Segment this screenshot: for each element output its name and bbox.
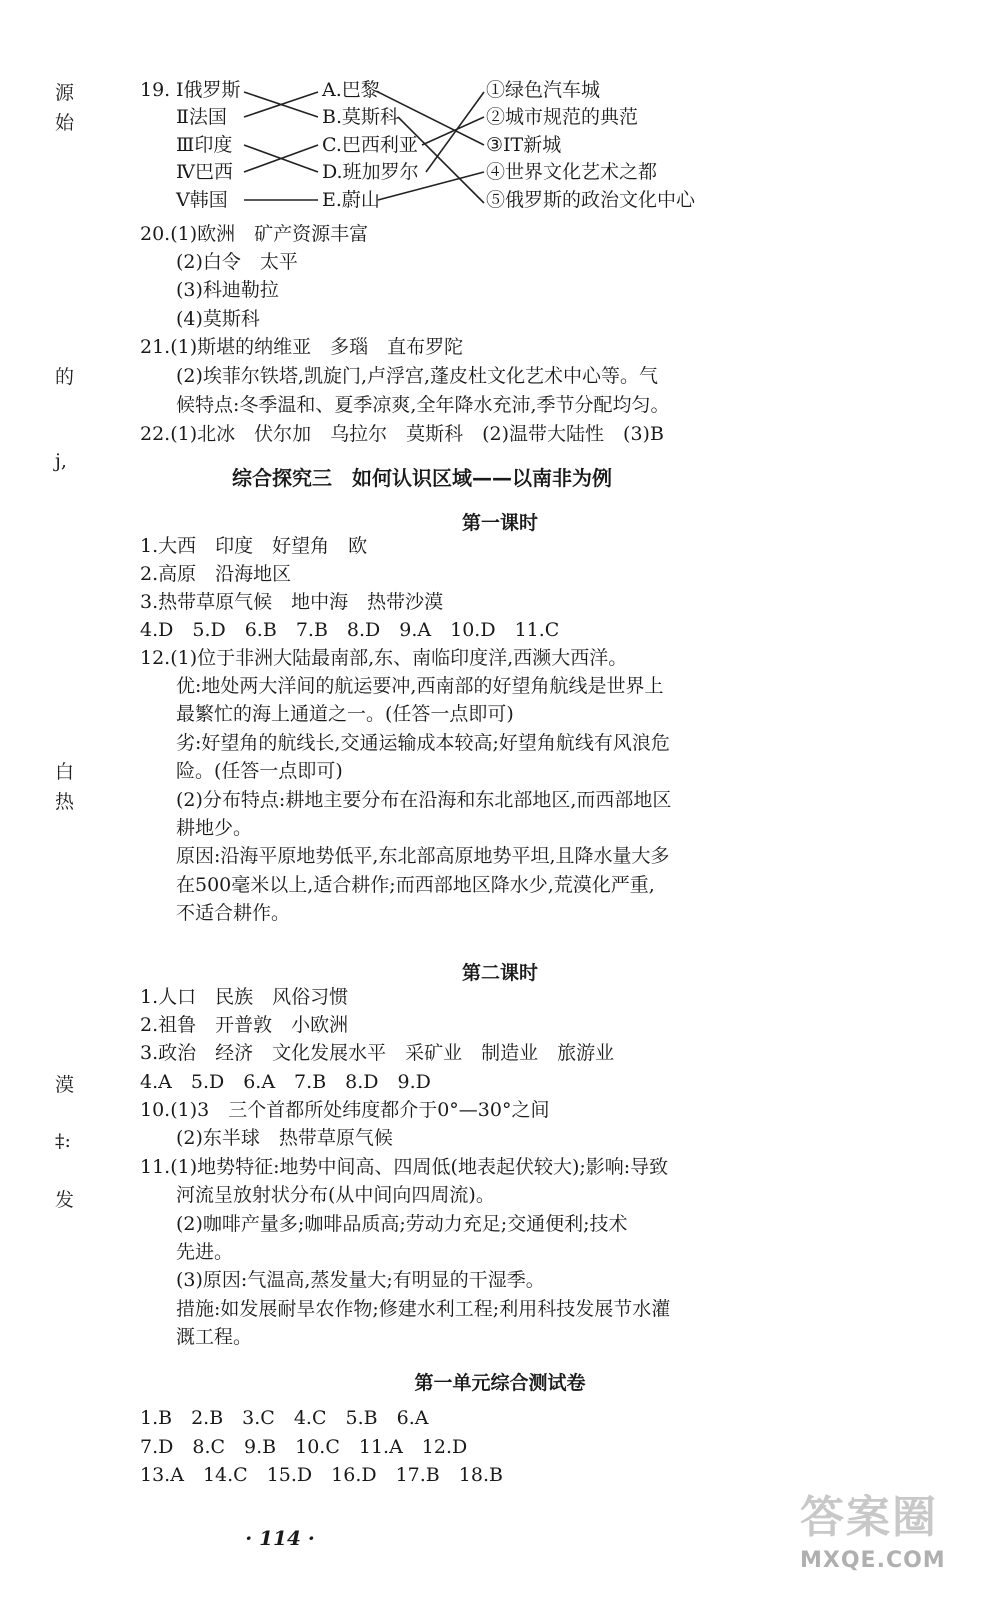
lesson1-line: 优:地处两大洋间的航运要冲,西南部的好望角航线是世界上 <box>176 675 664 697</box>
lesson1-line: 最繁忙的海上通道之一。(任答一点即可) <box>176 703 514 725</box>
q19-country: Ⅳ巴西 <box>176 161 233 183</box>
margin-char: j, <box>55 450 67 472</box>
q19-country: Ⅴ韩国 <box>176 189 228 211</box>
q19-city: E.蔚山 <box>322 189 380 211</box>
lesson1-line: 3.热带草原气候 地中海 热带沙漠 <box>140 591 444 613</box>
lesson1-line: 在500毫米以上,适合耕作;而西部地区降水少,荒漠化严重, <box>176 874 655 896</box>
match-line <box>426 92 484 172</box>
lesson1-line: 12.(1)位于非洲大陆最南部,东、南临印度洋,西濒大西洋。 <box>140 647 628 669</box>
q20-line: (2)白令 太平 <box>176 251 298 273</box>
q21-line: 候特点:冬季温和、夏季凉爽,全年降水充沛,季节分配均匀。 <box>176 394 670 416</box>
lesson1-line: 耕地少。 <box>176 817 253 839</box>
lesson1-line: (2)分布特点:耕地主要分布在沿海和东北部地区,而西部地区 <box>176 789 672 811</box>
q19-city: D.班加罗尔 <box>322 161 419 183</box>
lesson2-line: (2)东半球 热带草原气候 <box>176 1127 393 1149</box>
lesson2-line: 11.(1)地势特征:地势中间高、四周低(地表起伏较大);影响:导致 <box>140 1156 669 1178</box>
margin-char: 发 <box>55 1189 75 1211</box>
lesson1-line: 2.高原 沿海地区 <box>140 563 292 585</box>
lesson2-line: 先进。 <box>176 1241 234 1263</box>
q19-country: Ⅰ俄罗斯 <box>176 79 241 101</box>
q19-city: A.巴黎 <box>322 79 380 101</box>
margin-char: 热 <box>55 791 75 813</box>
match-line <box>378 92 484 145</box>
q21-line: 21.(1)斯堪的纳维亚 多瑙 直布罗陀 <box>140 336 464 358</box>
margin-char: 的 <box>55 366 75 388</box>
q19-city: B.莫斯科 <box>322 106 400 128</box>
section-title: 综合探究三 如何认识区域——以南非为例 <box>232 466 612 490</box>
q19-feature: ②城市规范的典范 <box>486 106 639 128</box>
q19-number: 19. <box>140 79 171 101</box>
q20-line: (4)莫斯科 <box>176 308 260 330</box>
unit-test-line: 13.A 14.C 15.D 16.D 17.B 18.B <box>140 1464 503 1486</box>
unit-test-title: 第一单元综合测试卷 <box>414 1372 586 1394</box>
margin-char: 漠 <box>55 1074 75 1096</box>
lesson1-title: 第一课时 <box>461 512 538 534</box>
lesson2-line: 2.祖鲁 开普敦 小欧洲 <box>140 1014 349 1036</box>
lesson2-line: 3.政治 经济 文化发展水平 采矿业 制造业 旅游业 <box>140 1042 615 1064</box>
margin-char: 始 <box>55 112 75 134</box>
q21-line: (2)埃菲尔铁塔,凯旋门,卢浮宫,蓬皮杜文化艺术中心等。气 <box>176 365 659 387</box>
margin-char: 源 <box>55 82 75 104</box>
q19-city: C.巴西利亚 <box>322 134 418 156</box>
lesson2-line: 10.(1)3 三个首都所处纬度都介于0°—30°之间 <box>140 1099 550 1121</box>
lesson1-line: 劣:好望角的航线长,交通运输成本较高;好望角航线有风浪危 <box>176 732 670 754</box>
lesson1-line: 不适合耕作。 <box>176 902 291 924</box>
margin-char: ‡: <box>55 1130 71 1152</box>
unit-test-line: 7.D 8.C 9.B 10.C 11.A 12.D <box>140 1436 468 1458</box>
lesson2-line: 措施:如发展耐旱农作物;修建水利工程;利用科技发展节水灌 <box>176 1298 671 1320</box>
lesson2-line: 4.A 5.D 6.A 7.B 8.D 9.D <box>140 1071 431 1093</box>
q22-line: 22.(1)北冰 伏尔加 乌拉尔 莫斯科 (2)温带大陆性 (3)B <box>140 423 664 445</box>
lesson2-line: 河流呈放射状分布(从中间向四周流)。 <box>176 1184 495 1206</box>
q19-country: Ⅱ法国 <box>176 106 227 128</box>
lesson1-line: 原因:沿海平原地势低平,东北部高原地势平坦,且降水量大多 <box>176 845 670 867</box>
q20-line: 20.(1)欧洲 矿产资源丰富 <box>140 223 369 245</box>
lesson1-line: 1.大西 印度 好望角 欧 <box>140 535 368 557</box>
lesson2-title: 第二课时 <box>461 962 538 984</box>
q19-feature: ①绿色汽车城 <box>486 79 601 101</box>
q20-line: (3)科迪勒拉 <box>176 279 279 301</box>
watermark <box>800 1490 990 1590</box>
q19-feature: ⑤俄罗斯的政治文化中心 <box>486 189 696 211</box>
watermark-url: MXQE.COM <box>800 1548 946 1573</box>
q19-feature: ④世界文化艺术之都 <box>486 161 658 183</box>
lesson2-line: (3)原因:气温高,蒸发量大;有明显的干湿季。 <box>176 1269 545 1291</box>
q19-country: Ⅲ印度 <box>176 134 233 156</box>
match-line <box>398 117 484 203</box>
lesson2-line: 1.人口 民族 风俗习惯 <box>140 986 349 1008</box>
q19-feature: ③IT新城 <box>486 134 562 156</box>
watermark-logo: 答案圈 <box>800 1492 938 1543</box>
lesson1-line: 4.D 5.D 6.B 7.B 8.D 9.A 10.D 11.C <box>140 619 560 641</box>
lesson1-line: 险。(任答一点即可) <box>176 760 343 782</box>
margin-char: 白 <box>55 761 75 783</box>
lesson2-line: 溉工程。 <box>176 1326 253 1348</box>
unit-test-line: 1.B 2.B 3.C 4.C 5.B 6.A <box>140 1407 429 1429</box>
page-number: · 114 · <box>245 1526 315 1550</box>
lesson2-line: (2)咖啡产量多;咖啡品质高;劳动力充足;交通便利;技术 <box>176 1213 628 1235</box>
